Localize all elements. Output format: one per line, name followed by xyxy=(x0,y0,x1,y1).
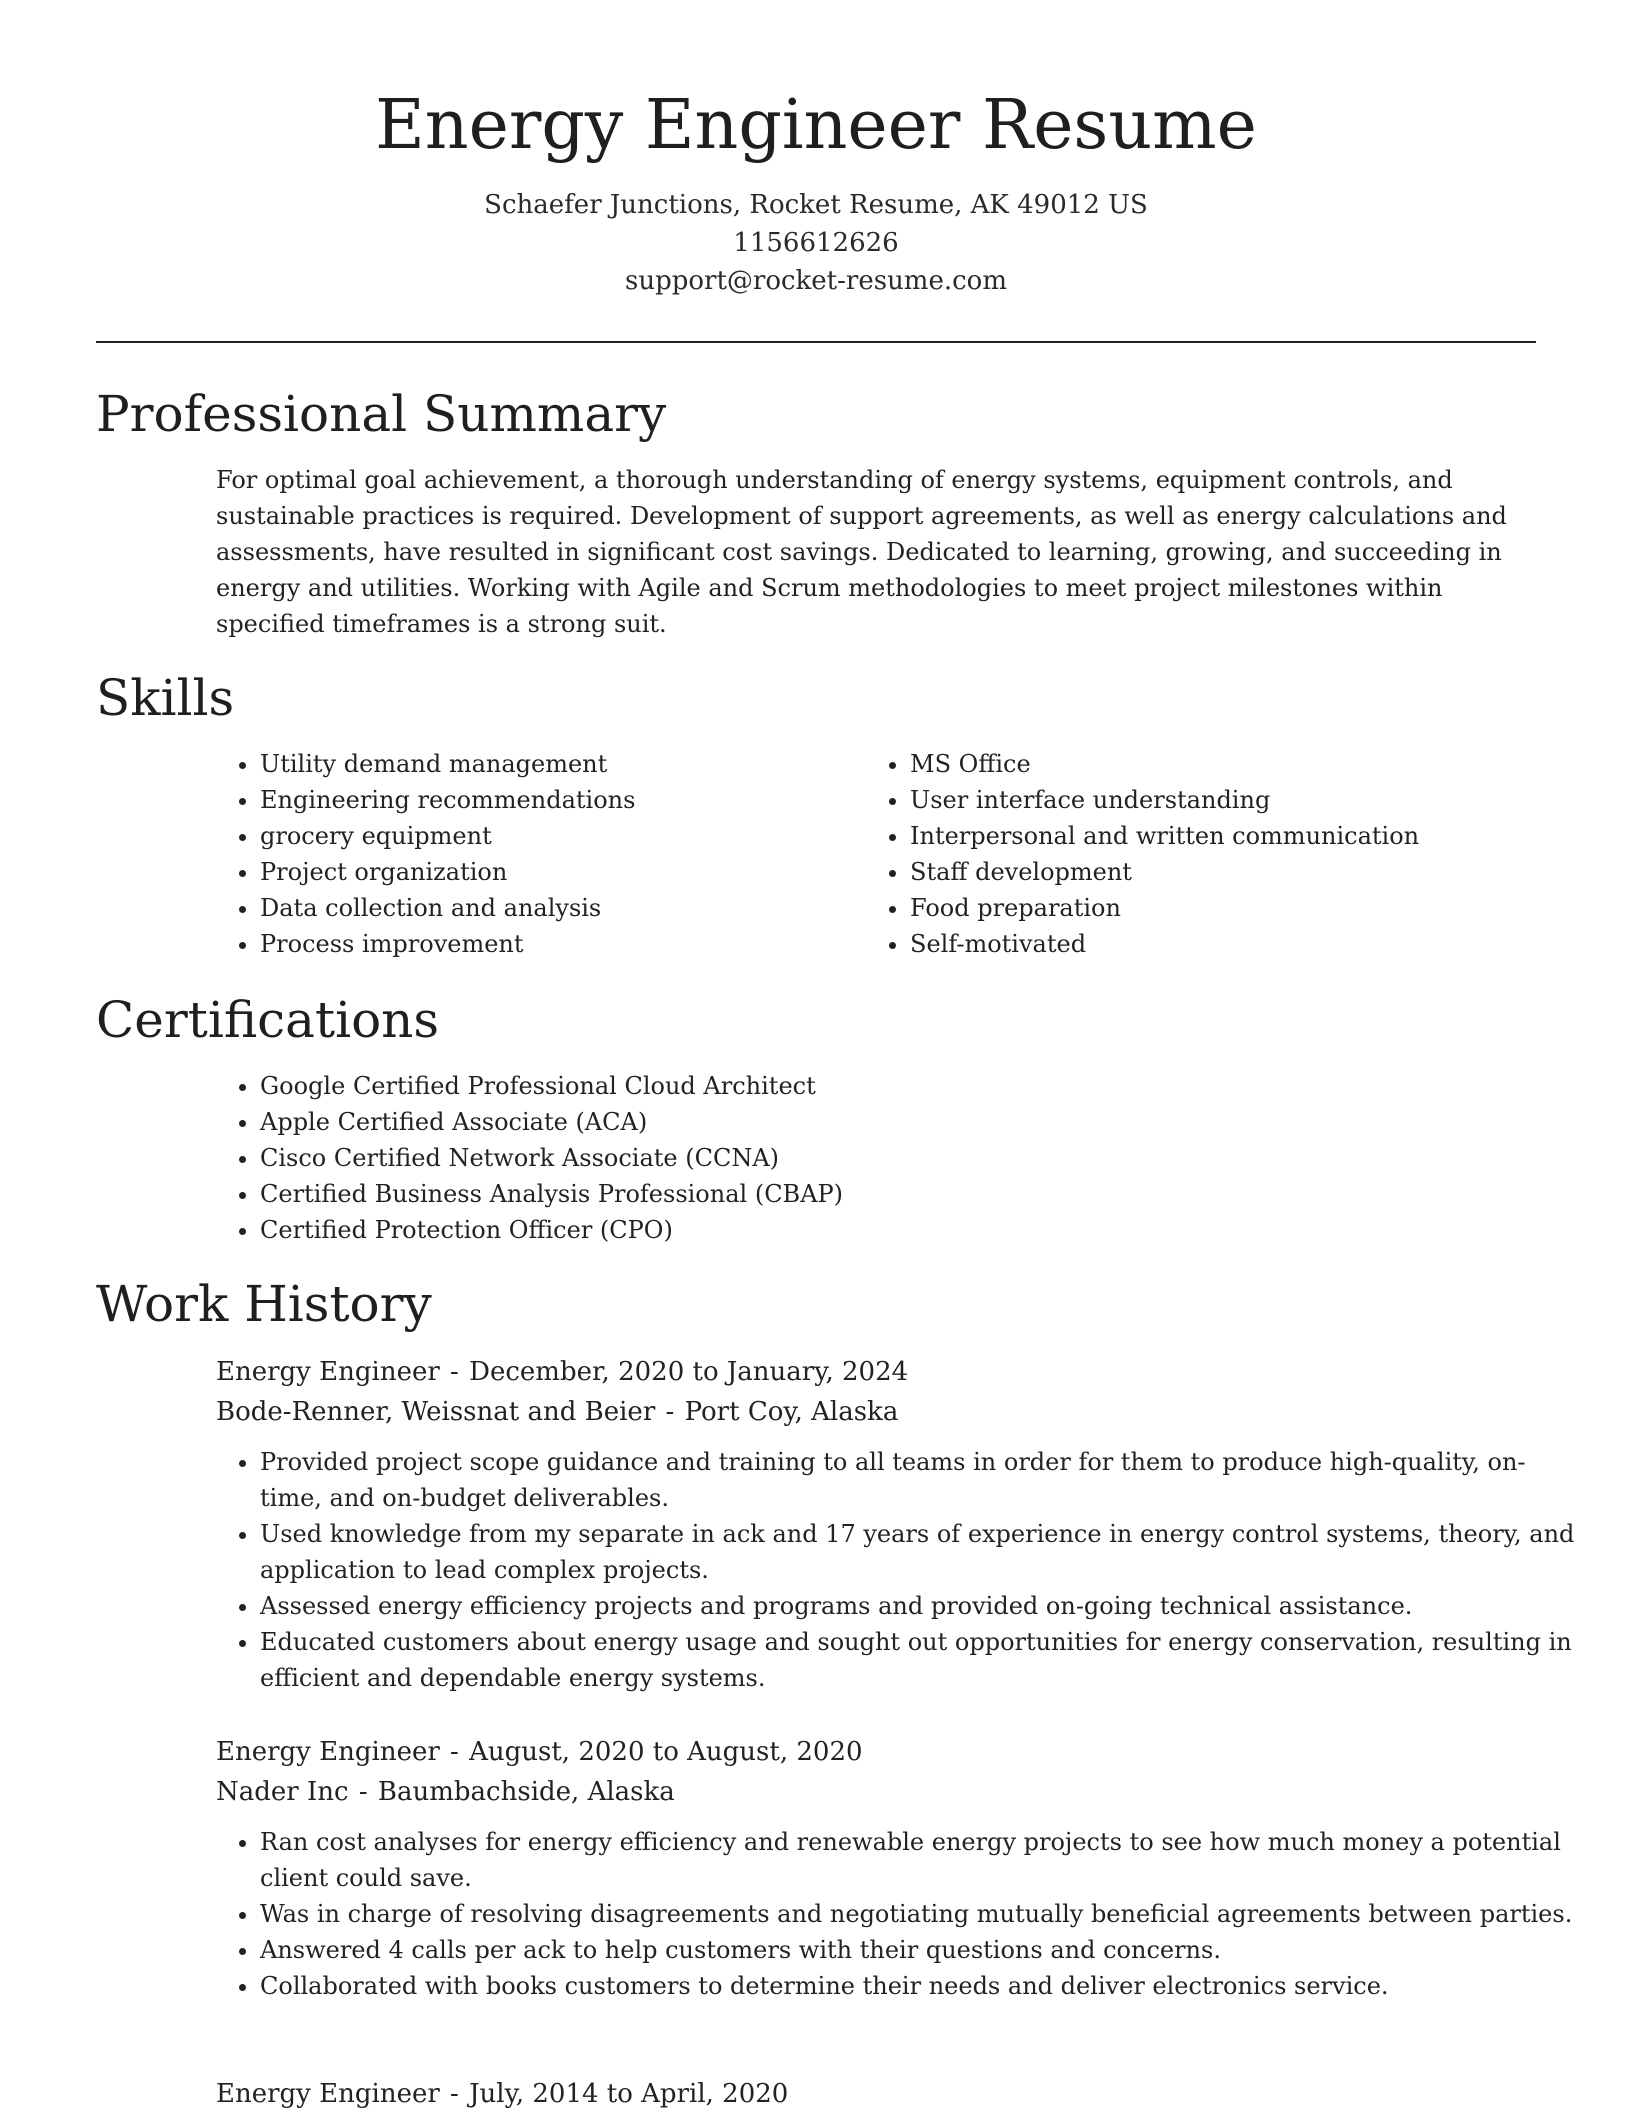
skills-list-left xyxy=(216,746,860,962)
list-item: • Interpersonal and written communication xyxy=(910,818,1580,854)
list-item: • Utility demand management xyxy=(260,746,860,782)
job-bullets xyxy=(216,1824,1584,2004)
job-bullets xyxy=(216,1444,1584,1696)
list-item: • Used knowledge from my separate in ack and 17 years of experience in energy control systems, theory, and application to lead complex projects. xyxy=(260,1516,1584,1588)
contact-address: Schaefer Junctions, Rocket Resume, AK 49012 US xyxy=(484,190,1148,220)
job-company-line xyxy=(216,1392,898,1432)
job-dates: December, 2020 to January, 2024 xyxy=(469,1357,909,1387)
job-title-line xyxy=(216,1732,863,1772)
list-item: • Educated customers about energy usage and sought out opportunities for energy conservation, resulting in efficient and dependable energy systems. xyxy=(260,1624,1584,1696)
separator: - xyxy=(441,1737,468,1767)
job-company: Nader Inc xyxy=(216,1777,349,1807)
list-item: • Ran cost analyses for energy efficiency and renewable energy projects to see how much money a potential client could save. xyxy=(260,1824,1584,1896)
skills-list-right xyxy=(866,746,1580,962)
list-item: • User interface understanding xyxy=(910,782,1580,818)
list-item: • Process improvement xyxy=(260,926,860,962)
list-item: • Collaborated with books customers to determine their needs and deliver electronics service. xyxy=(260,1968,1584,2004)
job-role: Energy Engineer xyxy=(216,2079,440,2109)
contact-phone: 1156612626 xyxy=(733,228,899,258)
section-title-work-history: Work History xyxy=(96,1275,432,1333)
separator: - xyxy=(441,1357,468,1387)
job-location: Port Coy, Alaska xyxy=(684,1397,899,1427)
list-item: • Staff development xyxy=(910,854,1580,890)
separator: - xyxy=(657,1397,683,1427)
list-item: • Assessed energy efficiency projects and programs and provided on-going technical assistance. xyxy=(260,1588,1584,1624)
contact-email: support@rocket-resume.com xyxy=(624,266,1007,296)
job-title-line xyxy=(216,2074,788,2114)
list-item: • MS Office xyxy=(910,746,1580,782)
list-item: • Self-motivated xyxy=(910,926,1580,962)
job-location: Baumbachside, Alaska xyxy=(377,1777,675,1807)
job-role: Energy Engineer xyxy=(216,1737,440,1767)
resume-title: Energy Engineer Resume xyxy=(375,86,1257,165)
list-item: • Data collection and analysis xyxy=(260,890,860,926)
section-title-summary: Professional Summary xyxy=(96,385,667,443)
list-item: • Project organization xyxy=(260,854,860,890)
contact-block xyxy=(0,186,1632,300)
job-dates: July, 2014 to April, 2020 xyxy=(469,2079,789,2109)
job-company-line xyxy=(216,1772,675,1812)
separator: - xyxy=(350,1777,376,1807)
certifications-list xyxy=(216,1068,1260,1248)
list-item: • Certified Business Analysis Professional (CBAP) xyxy=(260,1176,1260,1212)
separator: - xyxy=(441,2079,468,2109)
list-item: • Answered 4 calls per ack to help customers with their questions and concerns. xyxy=(260,1932,1584,1968)
section-title-certifications: Certifications xyxy=(96,991,440,1049)
list-item: • Provided project scope guidance and training to all teams in order for them to produce high-quality, on-time, and on-budget deliverables. xyxy=(260,1444,1584,1516)
header-divider xyxy=(96,341,1536,343)
list-item: • Was in charge of resolving disagreements and negotiating mutually beneficial agreements between parties. xyxy=(260,1896,1584,1932)
list-item: • Apple Certified Associate (ACA) xyxy=(260,1104,1260,1140)
list-item: • Certified Protection Officer (CPO) xyxy=(260,1212,1260,1248)
section-title-skills: Skills xyxy=(96,669,235,727)
list-item: • Cisco Certified Network Associate (CCNA) xyxy=(260,1140,1260,1176)
resume-header xyxy=(0,84,1632,300)
job-title-line xyxy=(216,1352,908,1392)
list-item: • Food preparation xyxy=(910,890,1580,926)
list-item: • grocery equipment xyxy=(260,818,860,854)
summary-text: For optimal goal achievement, a thorough understanding of energy systems, equipment controls, and sustainable practices is required. Development of support agreements, as well as energy calculations and assessments, have resulted in significant cost savings. Dedicated to learning, growing, and succeeding in energy and utilities. Working with Agile and Scrum methodologies to meet project milestones within specified timeframes is a strong suit. xyxy=(216,466,1507,638)
job-dates: August, 2020 to August, 2020 xyxy=(469,1737,863,1767)
list-item: • Engineering recommendations xyxy=(260,782,860,818)
job-company: Bode-Renner, Weissnat and Beier xyxy=(216,1397,656,1427)
list-item: • Google Certified Professional Cloud Architect xyxy=(260,1068,1260,1104)
job-role: Energy Engineer xyxy=(216,1357,440,1387)
